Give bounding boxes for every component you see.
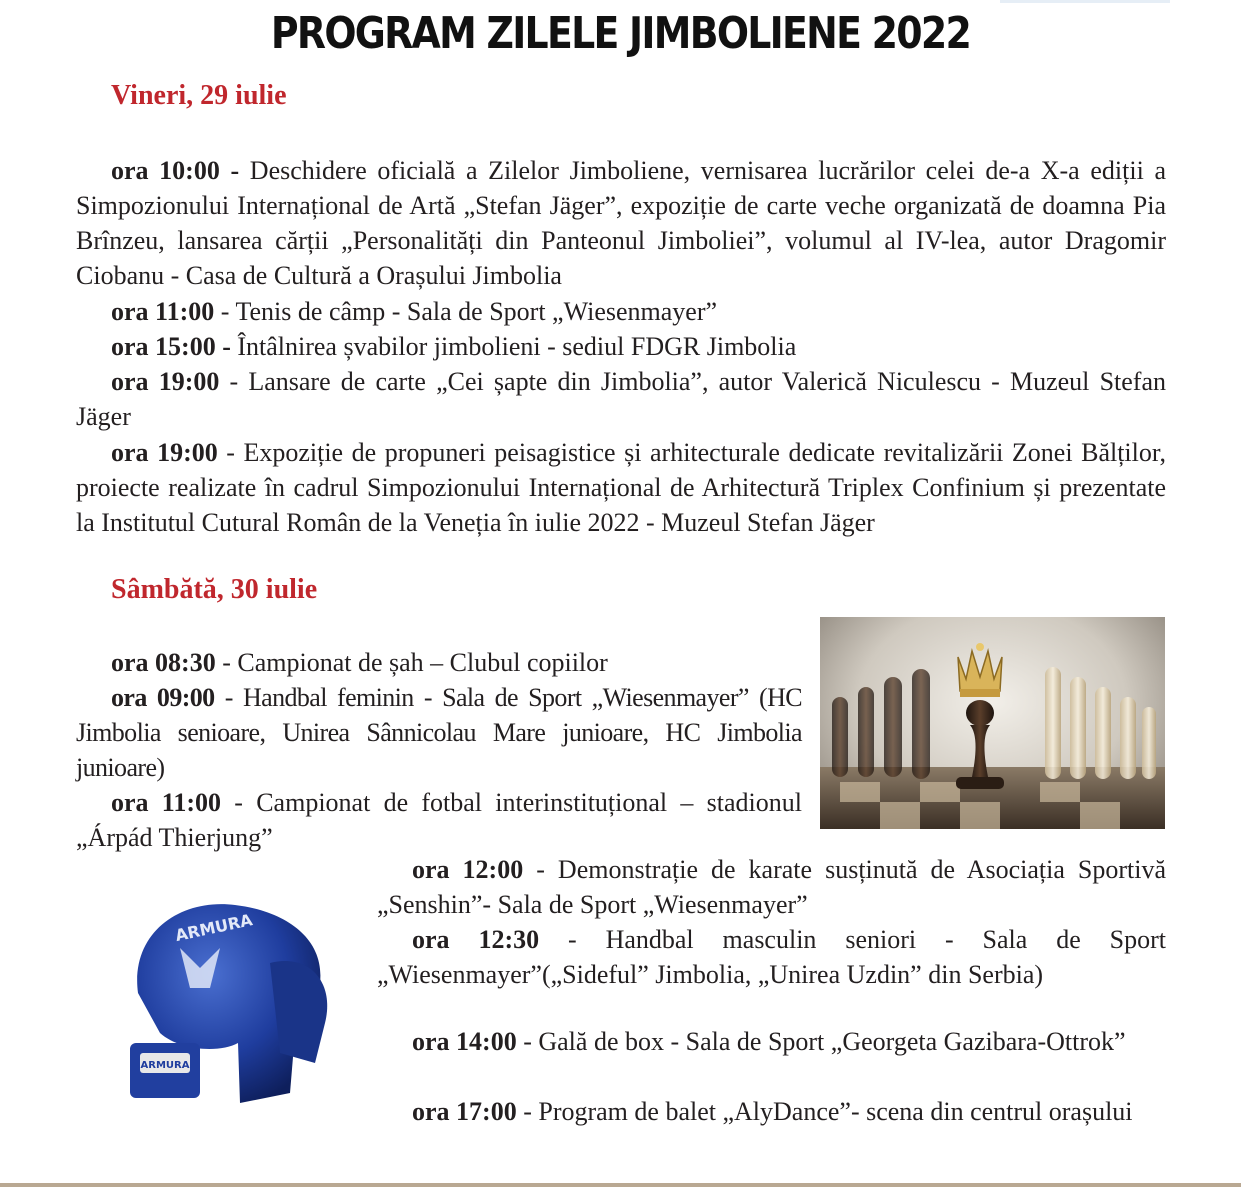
event-time: ora 19:00	[111, 438, 218, 467]
event-time: ora 19:00	[111, 367, 220, 396]
event-item	[76, 329, 1166, 364]
event-time: ora 14:00	[412, 1027, 517, 1056]
boxing-glove-photo	[120, 893, 340, 1118]
event-text: - Handbal feminin - Sala de Sport „Wiesenmayer” (HC Jimbolia senioare, Unirea Sânnicolau Mare junioare, HC Jimbolia junioare)	[76, 683, 802, 782]
event-item	[377, 1024, 1166, 1059]
glove-brand-label: ARMURA	[173, 910, 255, 946]
event-text: - Tenis de câmp - Sala de Sport „Wiesenmayer”	[214, 297, 718, 326]
event-item	[377, 852, 1166, 922]
event-time: ora 11:00	[111, 788, 222, 817]
top-rule	[1000, 0, 1170, 3]
page-title: PROGRAM ZILELE JIMBOLIENE 2022	[270, 8, 971, 59]
day-heading-saturday: Sâmbătă, 30 iulie	[111, 574, 318, 605]
event-text: - Campionat de șah – Clubul copiilor	[215, 648, 608, 677]
event-text: Deschidere oficială a Zilelor Jimboliene, vernisarea lucrărilor celei de-a X-a ediții a Simpozionului Internațional de Artă „Stefan Jäger”, expoziție de carte veche organizată de doamna Pia Brînzeu, lansarea cărții „Personalități din Panteonul Jimboliei”, volumul al IV-lea, autor Dragomir Ciobanu - Casa de Cultură a Orașului Jimbolia	[76, 156, 1166, 290]
event-time: ora 12:00	[412, 855, 524, 884]
event-text: - Demonstrație de karate susținută de Asociația Sportivă „Senshin”- Sala de Sport „Wiesenmayer”	[377, 855, 1166, 919]
event-item	[76, 435, 1166, 540]
event-item	[76, 645, 802, 680]
event-item	[76, 153, 1166, 293]
event-time: ora 11:00	[111, 297, 215, 326]
event-time: ora 12:30	[412, 925, 540, 954]
event-text: - Expoziție de propuneri peisagistice și arhitecturale dedicate revitalizării Zonei Bălților, proiecte realizate în cadrul Simpozionului Internațional de Arhitectură Triplex Confinium și prezentate la Institutul Cutural Român de la Veneția în iulie 2022 - Muzeul Stefan Jäger	[76, 438, 1166, 537]
event-text: - Campionat de fotbal interinstituțional – stadionul „Árpád Thierjung”	[76, 788, 802, 852]
event-time: ora 10:00 -	[111, 156, 240, 185]
glove-brand-label: ARMURA	[140, 1060, 190, 1071]
event-time: ora 08:30	[111, 648, 216, 677]
event-item	[377, 922, 1166, 992]
boxing-glove-icon	[120, 893, 340, 1118]
event-item	[76, 785, 802, 855]
event-text: - Handbal masculin seniori - Sala de Sport „Wiesenmayer”(„Sideful” Jimbolia, „Unirea Uzdin” din Serbia)	[377, 925, 1166, 989]
event-text: - Gală de box - Sala de Sport „Georgeta Gazibara-Ottrok”	[516, 1027, 1126, 1056]
event-text: Întâlnirea șvabilor jimbolieni - sediul FDGR Jimbolia	[230, 332, 797, 361]
event-text: - Program de balet „AlyDance”- scena din centrul orașului	[516, 1097, 1133, 1126]
event-item	[76, 364, 1166, 434]
event-time: ora 09:00	[111, 683, 215, 712]
event-time: ora 17:00	[412, 1097, 517, 1126]
event-item	[76, 294, 1166, 329]
event-text: - Lansare de carte „Cei șapte din Jimbolia”, autor Valerică Niculescu - Muzeul Stefan Jäger	[76, 367, 1166, 431]
bottom-rule	[0, 1183, 1241, 1187]
chess-pieces-icon	[820, 617, 1165, 829]
chess-photo	[820, 617, 1165, 829]
event-item	[76, 680, 802, 785]
event-item	[377, 1094, 1166, 1129]
day-heading-friday: Vineri, 29 iulie	[111, 80, 287, 111]
event-time: ora 15:00 -	[111, 332, 231, 361]
